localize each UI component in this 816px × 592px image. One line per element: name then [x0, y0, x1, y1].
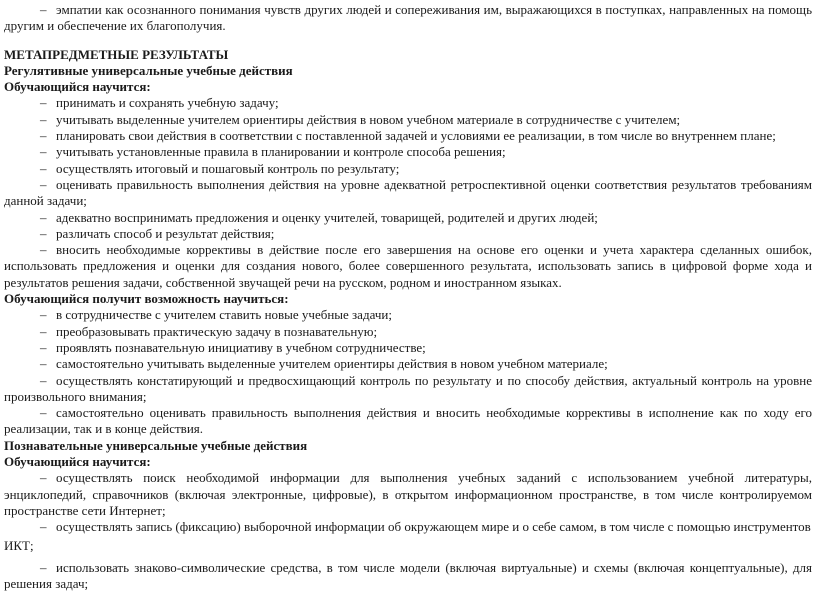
list-item — [4, 356, 812, 372]
list-item-text: вносить необходимые коррективы в действие после его завершения на основе его оценки и учета характера сделанных ошибок, использовать предложения и оценки для создания нового, более совершенного результата, использовать запись в цифровой форме хода и результатов решения задачи, собственной звучащей речи на русском, родном и иностранном языках. — [4, 242, 812, 290]
list-item — [4, 340, 812, 356]
will-learn-heading: Обучающийся научится: — [4, 79, 151, 95]
list-item — [4, 177, 812, 210]
list-item-text: принимать и сохранять учебную задачу; — [56, 95, 279, 111]
list-item-continuation: ИКТ; — [4, 537, 34, 553]
list-dash: – — [40, 225, 47, 241]
list-item-text: самостоятельно учитывать выделенные учителем ориентиры действия в новом учебном материале; — [56, 356, 608, 372]
list-item-text: самостоятельно оценивать правильность выполнения действия и вносить необходимые коррективы в исполнение как по ходу его реализации, так и в конце действия. — [4, 405, 812, 437]
list-item-text: осуществлять запись (фиксацию) выборочной информации об окружающем мире и о себе самом, в том числе с помощью инструментов — [56, 519, 811, 535]
list-item — [4, 2, 812, 35]
list-dash: – — [40, 209, 47, 225]
list-item — [4, 210, 812, 226]
subsection-heading-cognitive: Познавательные универсальные учебные действия — [4, 437, 308, 453]
list-dash: – — [40, 242, 47, 258]
list-dash: – — [40, 111, 47, 127]
list-item-text: учитывать выделенные учителем ориентиры действия в новом учебном материале в сотрудничестве с учителем; — [56, 111, 681, 127]
list-item — [4, 324, 812, 340]
list-item-text: осуществлять констатирующий и предвосхищающий контроль по результату и по способу действия, актуальный контроль на уровне произвольного внимания; — [4, 372, 812, 404]
list-dash: – — [40, 128, 47, 144]
list-item — [4, 405, 812, 438]
list-item-text: в сотрудничестве с учителем ставить новые учебные задачи; — [56, 307, 392, 323]
list-dash: – — [40, 176, 47, 192]
list-dash: – — [40, 405, 47, 421]
list-item — [4, 226, 812, 242]
list-item-text: эмпатии как осознанного понимания чувств других людей и сопереживания им, выражающихся в поступках, направленных на помощь другим и обеспечение их благополучия. — [4, 2, 812, 34]
list-item-text: планировать свои действия в соответствии с поставленной задачей и условиями ее реализации, в том числе во внутреннем плане; — [56, 128, 776, 144]
list-item-text: учитывать установленные правила в планировании и контроле способа решения; — [56, 144, 506, 160]
list-item — [4, 307, 812, 323]
list-dash: – — [40, 144, 47, 160]
will-learn-heading: Обучающийся научится: — [4, 454, 151, 470]
list-dash: – — [40, 307, 47, 323]
list-dash: – — [40, 470, 47, 486]
list-item-text: осуществлять поиск необходимой информации для выполнения учебных заданий с использованием учебной литературы, энциклопедий, справочников (включая электронные, цифровые), в открытом информационном пространстве, в том числе контролируемом пространстве сети Интернет; — [4, 470, 812, 518]
list-item — [4, 373, 812, 406]
list-item — [4, 242, 812, 291]
list-dash: – — [40, 95, 47, 111]
list-item — [4, 560, 812, 592]
list-dash: – — [40, 160, 47, 176]
section-heading-meta: МЕТАПРЕДМЕТНЫЕ РЕЗУЛЬТАТЫ — [4, 46, 229, 62]
list-item-text: преобразовывать практическую задачу в познавательную; — [56, 323, 378, 339]
list-dash: – — [40, 519, 47, 535]
list-item-text: различать способ и результат действия; — [56, 225, 275, 241]
list-dash: – — [40, 372, 47, 388]
list-item-text: оценивать правильность выполнения действия на уровне адекватной ретроспективной оценки соответствия результатов требованиям данной задачи; — [4, 176, 812, 209]
list-item-text: использовать знаково-символические средства, в том числе модели (включая виртуальные) и схемы (включая концептуальные), для решения задач; — [4, 559, 812, 592]
list-dash: – — [40, 323, 47, 339]
list-item — [4, 144, 812, 160]
list-item-text: проявлять познавательную инициативу в учебном сотрудничестве; — [56, 339, 426, 355]
list-item-text: осуществлять итоговый и пошаговый контроль по результату; — [56, 160, 400, 176]
list-item-text: адекватно воспринимать предложения и оценку учителей, товарищей, родителей и других людей; — [56, 209, 598, 225]
list-item — [4, 519, 812, 535]
list-dash: – — [40, 339, 47, 355]
paragraph-gap — [4, 35, 812, 47]
subsection-heading-regulatory: Регулятивные универсальные учебные действия — [4, 62, 293, 78]
list-item — [4, 161, 812, 177]
list-item — [4, 470, 812, 519]
list-dash: – — [40, 2, 47, 17]
list-dash: – — [40, 559, 47, 575]
list-item — [4, 112, 812, 128]
list-dash: – — [40, 356, 47, 372]
list-item — [4, 128, 812, 144]
can-learn-heading: Обучающийся получит возможность научиться: — [4, 291, 289, 307]
list-item — [4, 95, 812, 111]
